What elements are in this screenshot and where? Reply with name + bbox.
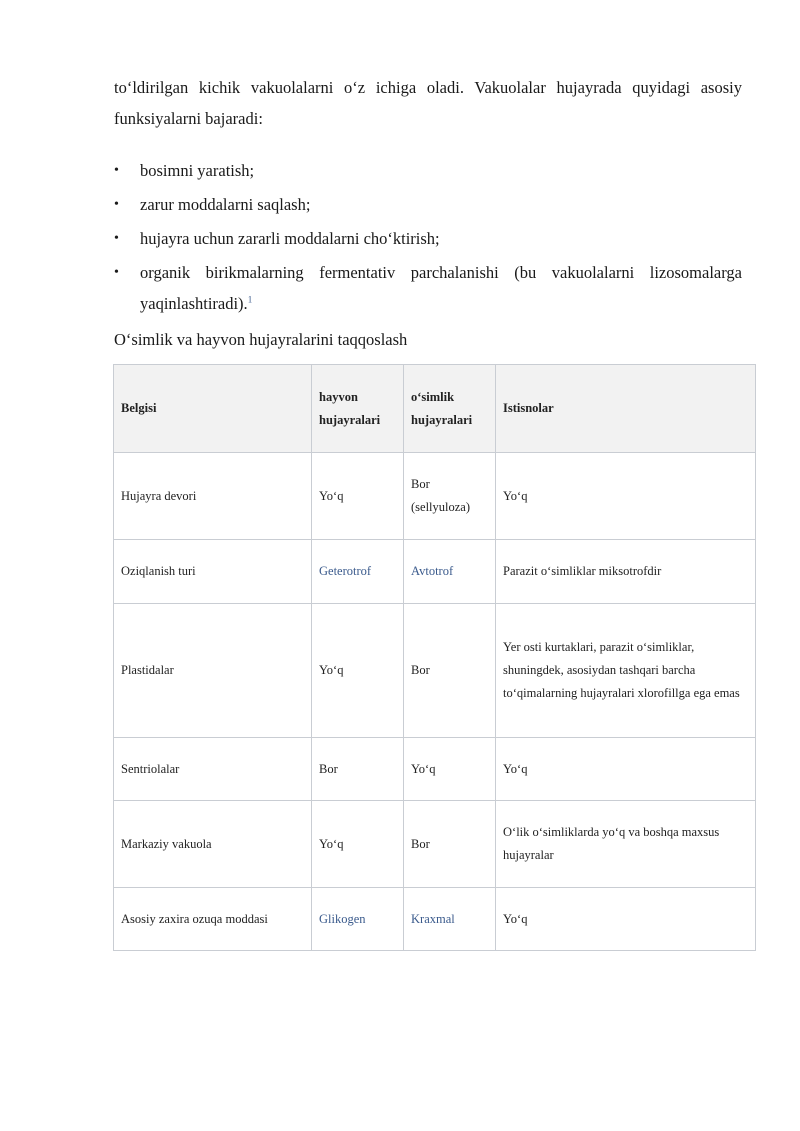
list-item [114, 189, 742, 220]
list-item [114, 257, 742, 319]
table-cell: Yo‘q [312, 801, 404, 888]
table-cell: Geterotrof [312, 540, 404, 604]
list-item-text-body: organik birikmalarning fermentativ parchalanishi (bu vakuolalarni lizosomalarga yaqinlashtiradi). [140, 263, 742, 313]
table-row [114, 801, 756, 888]
comparison-table [113, 364, 756, 951]
header-cell: o‘simlik hujayralari [404, 365, 496, 453]
table-header-row [114, 365, 756, 453]
table-cell: Yer osti kurtaklari, parazit o‘simliklar, shuningdek, asosiydan tashqari barcha to‘qimalarning hujayralari xlorofillga ega emas [496, 604, 756, 738]
table-cell: Markaziy vakuola [114, 801, 312, 888]
table-cell: Yo‘q [312, 453, 404, 540]
table-row [114, 888, 756, 951]
table-cell: Oziqlanish turi [114, 540, 312, 604]
function-list [114, 155, 742, 322]
header-cell: Istisnolar [496, 365, 756, 453]
bullet-icon: • [114, 163, 119, 178]
table-caption: O‘simlik va hayvon hujayralarini taqqoslash [114, 330, 408, 349]
list-item-text: hujayra uchun zararli moddalarni cho‘ktirish; [140, 229, 440, 248]
table-cell: Yo‘q [496, 738, 756, 801]
table-cell: Plastidalar [114, 604, 312, 738]
table-cell: Glikogen [312, 888, 404, 951]
header-cell: Belgisi [114, 365, 312, 453]
header-cell: hayvon hujayralari [312, 365, 404, 453]
table-cell: Parazit o‘simliklar miksotrofdir [496, 540, 756, 604]
table-cell: Yo‘q [496, 888, 756, 951]
bullet-icon: • [114, 197, 119, 212]
table-cell: O‘lik o‘simliklarda yo‘q va boshqa maxsus hujayralar [496, 801, 756, 888]
table-row [114, 453, 756, 540]
intro-paragraph: to‘ldirilgan kichik vakuolalarni o‘z ichiga oladi. Vakuolalar hujayrada quyidagi asosiy funksiyalarni bajaradi: [114, 78, 742, 128]
table-cell: Yo‘q [496, 453, 756, 540]
table-cell: Hujayra devori [114, 453, 312, 540]
list-item-text [140, 257, 742, 319]
bullet-icon: • [114, 231, 119, 246]
table-row [114, 604, 756, 738]
list-item [114, 155, 742, 186]
table-cell: Avtotrof [404, 540, 496, 604]
list-item-text: zarur moddalarni saqlash; [140, 195, 311, 214]
table-row [114, 738, 756, 801]
table-cell: Yo‘q [312, 604, 404, 738]
footnote-marker[interactable]: 1 [247, 294, 253, 305]
bullet-icon: • [114, 265, 119, 280]
list-item-text: bosimni yaratish; [140, 161, 255, 180]
table-cell: Asosiy zaxira ozuqa moddasi [114, 888, 312, 951]
table-cell: Bor [404, 604, 496, 738]
list-item [114, 223, 742, 254]
table-cell: Bor (sellyuloza) [404, 453, 496, 540]
table-cell: Kraxmal [404, 888, 496, 951]
table-cell: Yo‘q [404, 738, 496, 801]
table-row [114, 540, 756, 604]
table-cell: Bor [312, 738, 404, 801]
table-cell: Bor [404, 801, 496, 888]
table-cell: Sentriolalar [114, 738, 312, 801]
